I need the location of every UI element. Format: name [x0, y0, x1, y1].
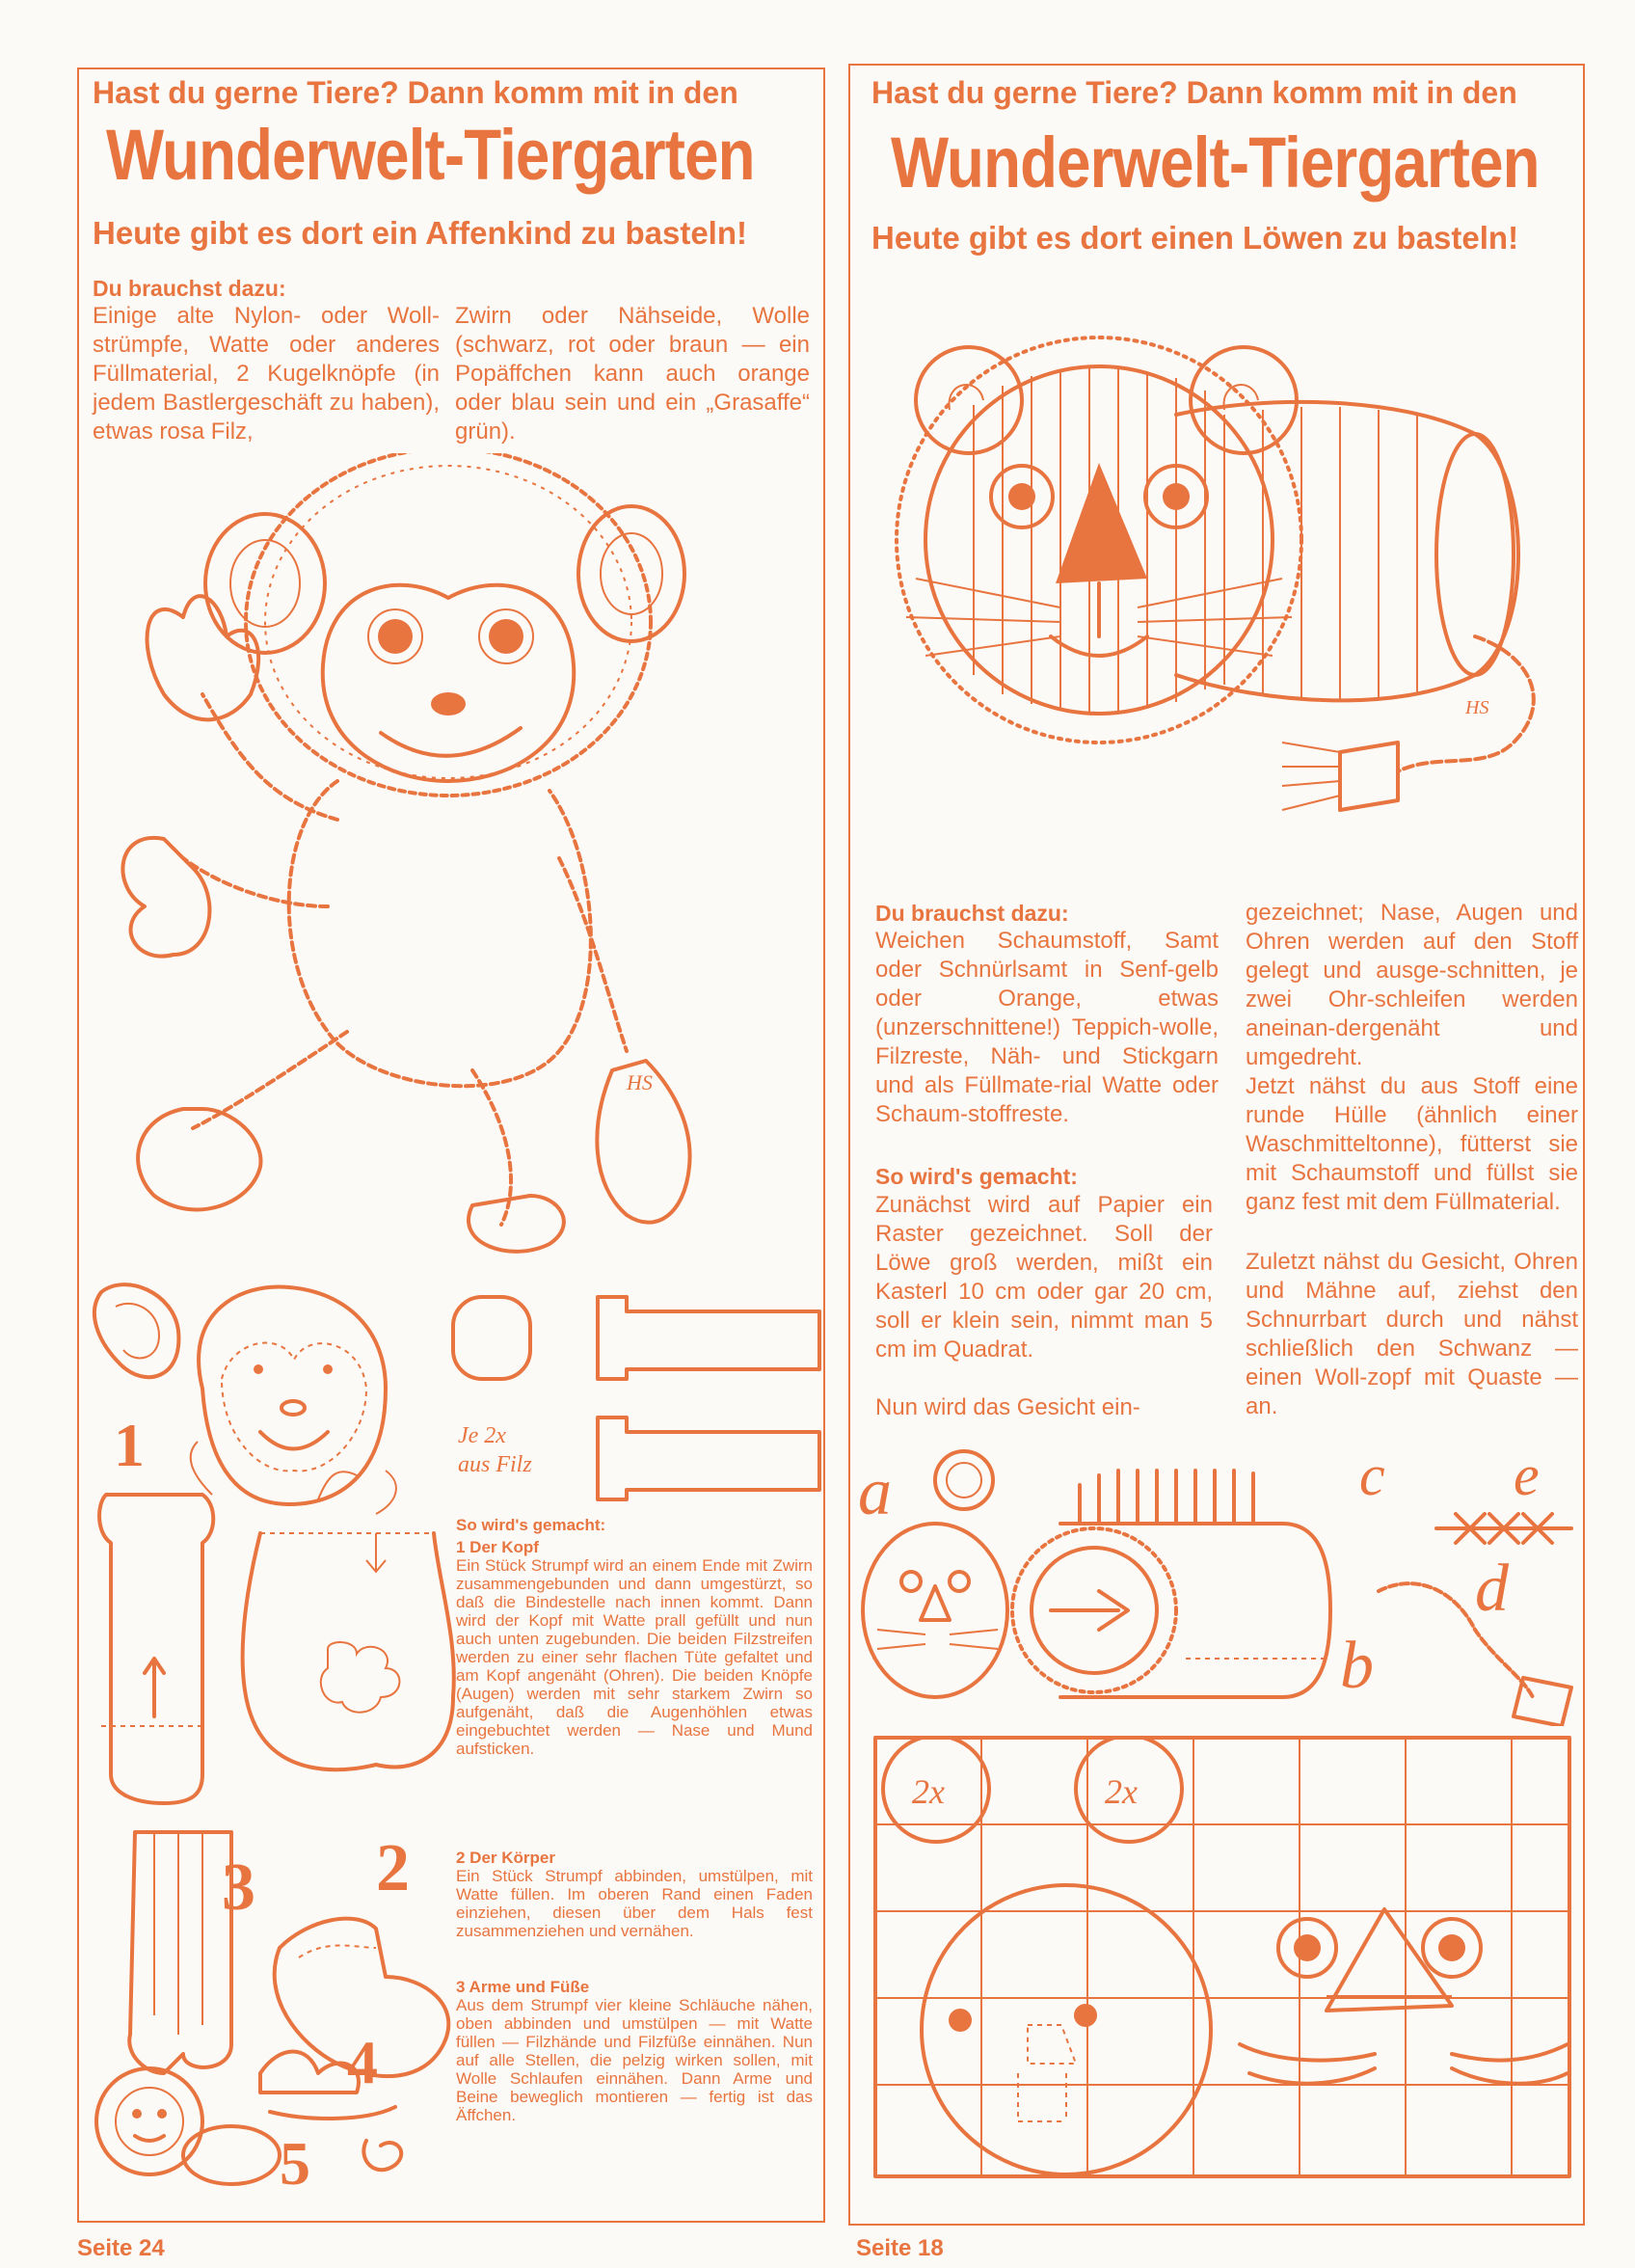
pattern-label-5: 5	[280, 2129, 310, 2198]
left-instructions-heading: So wird's gemacht:	[456, 1516, 606, 1534]
step2-text: Ein Stück Strumpf abbinden, umstülpen, mit Watte füllen. Im oberen Rand einen Faden einziehen, diesen über dem Hals fest zusammenziehen und vernähen.	[456, 1867, 813, 1940]
right-header-subtitle: Heute gibt es dort einen Löwen zu basteln!	[871, 220, 1519, 256]
grid-label-1: 2x	[912, 1772, 945, 1811]
right-materials-text: Weichen Schaumstoff, Samt oder Schnürlsamt in Senf-gelb oder Orange, etwas (unzerschnittene!) Teppich-wolle, Filzreste, Näh- und Stickgarn und als Füllmate-rial Watte oder Schaum-stoffreste.	[875, 928, 1219, 1127]
pattern-label-2: 2	[376, 1831, 410, 1905]
left-materials-col2: Zwirn oder Nähseide, Wolle (schwarz, rot oder braun — ein Popäffchen kann auch orange oder blau sein und ein „Grasaffe“ grün).	[455, 303, 810, 445]
left-signature: HS	[627, 1070, 653, 1094]
lion-parts-diagram	[858, 1437, 1581, 1726]
left-materials-heading: Du brauchst dazu:	[93, 276, 286, 301]
left-header-intro: Hast du gerne Tiere? Dann komm mit in den	[93, 75, 738, 110]
felt-note-line2: aus Filz	[458, 1452, 532, 1477]
lion-illustration	[858, 289, 1571, 887]
right-materials-heading: Du brauchst dazu:	[875, 901, 1069, 926]
step3-text: Aus dem Strumpf vier kleine Schläuche nähen, oben abbinden und umstülpen — mit Watte füllen — Filzhände und Filzfüße einnähen. Nun auf alle Stellen, die pelzig wirken sollen, mit Wolle Schlaufen einnähen. Dann Arme und Beine beweglich montieren — fertig ist das Äffchen.	[456, 1996, 813, 2124]
diagram-label-a: a	[858, 1455, 892, 1529]
pattern-label-3: 3	[222, 1850, 255, 1925]
step2-title: 2 Der Körper	[456, 1849, 555, 1867]
diagram-label-e: e	[1514, 1444, 1540, 1507]
grid-label-2: 2x	[1105, 1772, 1138, 1811]
right-page-number: Seite 18	[856, 2235, 944, 2261]
diagram-label-b: b	[1340, 1629, 1374, 1703]
diagram-label-d: d	[1475, 1552, 1509, 1626]
left-materials-col1: Einige alte Nylon- oder Woll-strümpfe, Watte oder anderes Füllmaterial, 2 Kugelknöpfe (in jedem Bastlergeschäft zu haben), etwas rosa Filz,	[93, 303, 440, 445]
left-header-title: Wunderwelt-Tiergarten	[106, 115, 755, 195]
monkey-illustration	[106, 453, 781, 1263]
right-col2-p3: Zuletzt nähst du Gesicht, Ohren und Mähne auf, ziehst den Schnurrbart durch und nähst schließlich den Schwanz — einen Woll-zopf mit Quaste — an.	[1246, 1249, 1578, 1419]
right-instructions-text2: Nun wird das Gesicht ein-	[875, 1394, 1140, 1420]
right-signature: HS	[1465, 697, 1489, 718]
pattern-label-1: 1	[114, 1411, 145, 1479]
pattern-label-4: 4	[347, 2028, 378, 2096]
left-header-subtitle: Heute gibt es dort ein Affenkind zu basteln!	[93, 215, 747, 251]
right-col2-p1: gezeichnet; Nase, Augen und Ohren werden auf den Stoff gelegt und ausge-schnitten, je zwei Ohr-schleifen werden aneinan-dergenäht und umgedreht.	[1246, 900, 1578, 1070]
left-page-number: Seite 24	[77, 2235, 165, 2261]
felt-note-line1: Je 2x	[458, 1423, 506, 1448]
right-col2-p2: Jetzt nähst du aus Stoff eine runde Hülle (ähnlich einer Waschmitteltonne), fütterst sie mit Schaumstoff und füllst sie ganz fest mit dem Füllmaterial.	[1246, 1073, 1578, 1215]
right-instructions-heading: So wird's gemacht:	[875, 1164, 1078, 1189]
step3-title: 3 Arme und Füße	[456, 1978, 590, 1996]
step1-text: Ein Stück Strumpf wird an einem Ende mit Zwirn zusammengebunden und dann umgestürzt, so daß die Bindestelle nach innen kommt. Dann wird der Kopf mit Watte prall gefüllt und nun auch unten zugebunden. Die beiden Filzstreifen werden zu einer sehr flachen Tüte gefaltet und am Kopf angenäht (Ohren). Die beiden Knöpfe (Augen) werden mit sehr starkem Zwirn so aufgenäht, daß die Augenhöhlen etwas eingebuchtet werden — Nase und Mund aufsticken.	[456, 1556, 813, 1758]
right-header-title: Wunderwelt-Tiergarten	[891, 122, 1540, 202]
right-header-intro: Hast du gerne Tiere? Dann komm mit in den	[871, 75, 1517, 110]
step1-title: 1 Der Kopf	[456, 1538, 539, 1556]
lion-grid-pattern	[873, 1736, 1573, 2179]
diagram-label-c: c	[1359, 1444, 1385, 1507]
right-instructions-text: Zunächst wird auf Papier ein Raster gezeichnet. Soll der Löwe groß werden, mißt ein Kasterl 10 cm oder gar 20 cm, soll er klein sein, nimmt man 5 cm im Quadrat.	[875, 1192, 1213, 1363]
